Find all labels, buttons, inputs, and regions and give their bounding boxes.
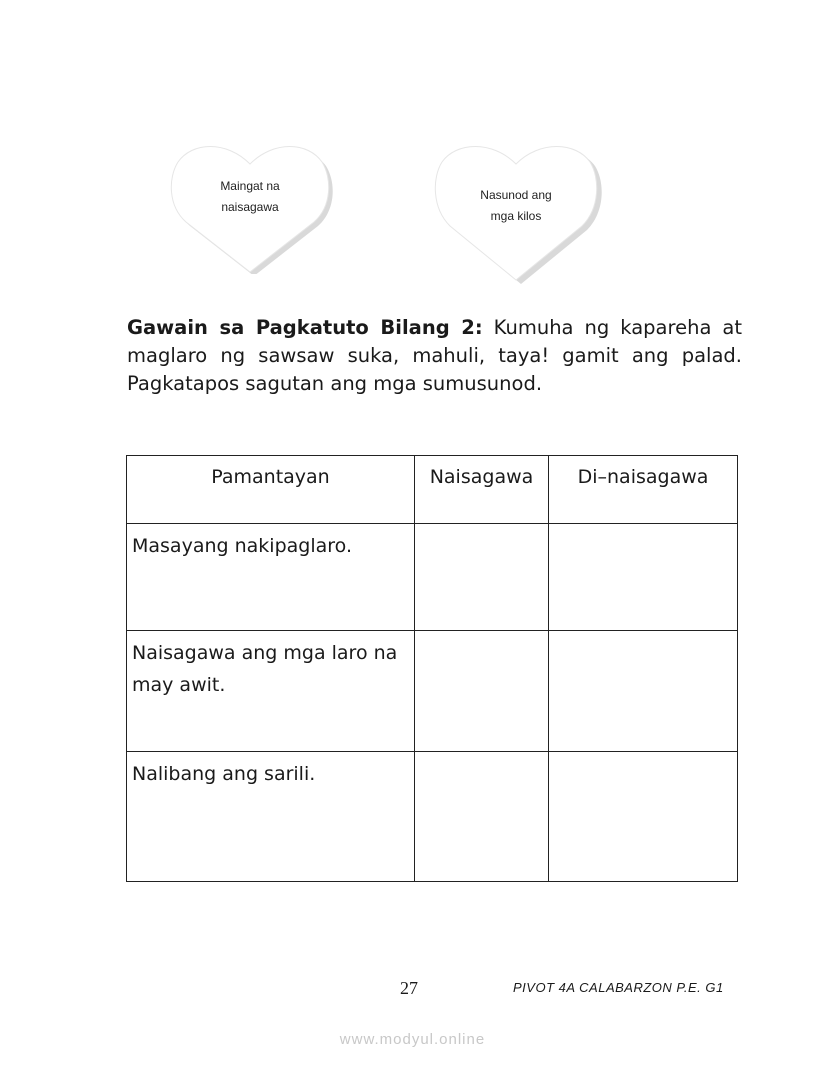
table-row (127, 752, 738, 882)
naisagawa-check-cell[interactable] (415, 524, 549, 631)
table-row (127, 631, 738, 752)
header-di-naisagawa: Di–naisagawa (549, 456, 738, 524)
criterion-cell: Naisagawa ang mga laro na may awit. (127, 631, 415, 752)
activity-instruction (127, 314, 742, 398)
heart-1-line-2: naisagawa (221, 200, 279, 214)
heart-1-line-1: Maingat na (220, 179, 280, 193)
page-number: 27 (400, 978, 418, 998)
watermark: www.modyul.online (339, 1031, 486, 1048)
table-header-row (127, 456, 738, 524)
rubric-table (126, 455, 738, 882)
di-naisagawa-check-cell[interactable] (549, 524, 738, 631)
heart-2-line-2: mga kilos (490, 209, 542, 223)
heart-card-1 (164, 138, 336, 274)
di-naisagawa-check-cell[interactable] (549, 752, 738, 882)
heart-card-2 (430, 138, 602, 284)
activity-text: Kumuha ng kapareha at maglaro ng sawsaw suka, mahuli, taya! gamit ang palad. Pagkatapos sagutan ang mga sumusunod. (127, 316, 743, 395)
criterion-cell: Masayang nakipaglaro. (127, 524, 415, 631)
heart-2-line-1: Nasunod ang (480, 188, 552, 202)
di-naisagawa-check-cell[interactable] (549, 631, 738, 752)
criterion-cell: Nalibang ang sarili. (127, 752, 415, 882)
naisagawa-check-cell[interactable] (415, 631, 549, 752)
header-pamantayan: Pamantayan (127, 456, 415, 524)
naisagawa-check-cell[interactable] (415, 752, 549, 882)
series-label: PIVOT 4A CALABARZON P.E. G1 (513, 980, 724, 995)
table-row (127, 524, 738, 631)
header-naisagawa: Naisagawa (415, 456, 549, 524)
activity-label: Gawain sa Pagkatuto Bilang 2: (127, 316, 483, 339)
